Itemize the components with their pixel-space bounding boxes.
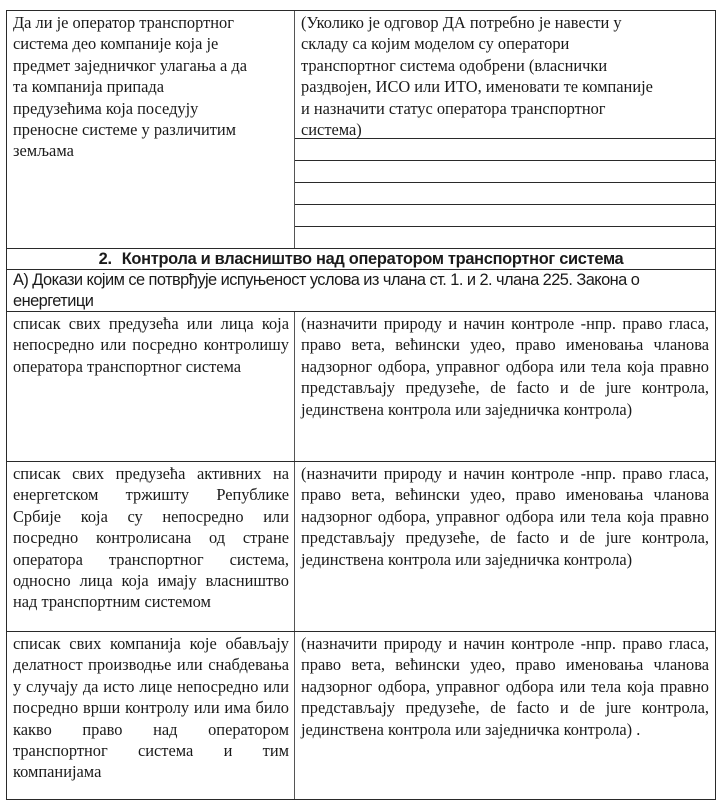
section-2-intro-row	[7, 269, 715, 311]
instruction-line: транспортног система одобрени (власнички	[301, 55, 608, 75]
control-row-1	[7, 311, 715, 461]
question-line: предузећима која поседују	[13, 98, 199, 118]
question-line: Да ли је оператор транспортног	[13, 13, 234, 32]
joint-venture-row	[7, 11, 715, 248]
question-line: система део компаније која је	[13, 34, 219, 54]
section-title: Контрола и власништво над оператором транспортног система	[121, 250, 624, 268]
control-row-note: (назначити природу и начин контроле -нпр. право гласа, право вета, већински удео, право именовања чланова надзорног одбора, управног одбора или тела која правно представљају предузеће, de facto и de jure контрола, јединствена контрола или заједничка контрола)	[301, 314, 709, 419]
section-number: 2.	[98, 250, 112, 268]
control-row-label: списак свих предузећа активних на енергетском тржишту Републике Србије која су непосредно или посредно контролисана од стране оператора транспортног система, односно лица која имају власништво над транспортним системом	[7, 462, 295, 631]
instruction-line: складу са којим моделом су оператори	[301, 34, 570, 54]
control-row-label: списак свих предузећа или лица која непосредно или посредно контролишу оператора транспортног система	[7, 312, 295, 461]
control-row-2	[7, 461, 715, 631]
question-line: земљама	[13, 141, 74, 161]
instruction-line: и назначити статус оператора транспортног	[301, 98, 606, 118]
form-table	[6, 10, 716, 800]
control-row-note-cell[interactable]	[295, 632, 715, 799]
answer-line-3[interactable]	[295, 182, 715, 204]
question-line: та компанија припада	[13, 77, 165, 97]
control-row-note: (назначити природу и начин контроле -нпр. право гласа, право вета, већински удео, право именовања чланова надзорног одбора, управног одбора или тела која правно представљају предузеће, de facto и de jure контрола, јединствена контрола или заједничка контрола)	[301, 464, 709, 569]
control-row-note: (назначити природу и начин контроле -нпр. право гласа, право вета, већински удео, право именовања чланова надзорног одбора, управног одбора или тела која правно представљају предузеће, de facto и de jure контрола, јединствена контрола или заједничка контрола) .	[301, 634, 709, 739]
joint-venture-question	[7, 11, 295, 248]
question-line: предмет заједничког улагања а да	[13, 55, 248, 75]
control-row-note-cell[interactable]	[295, 462, 715, 631]
section-intro	[7, 270, 715, 311]
control-row-note-cell[interactable]	[295, 312, 715, 461]
instruction-line: раздвојен, ИСО или ИТО, именовати те компаније	[301, 77, 653, 97]
answer-line-5[interactable]	[295, 226, 715, 247]
instruction-line: система)	[301, 120, 362, 140]
answer-line-4[interactable]	[295, 204, 715, 226]
section-2-heading-row	[7, 248, 715, 269]
intro-line: енергетици	[13, 292, 94, 310]
joint-venture-instruction	[295, 11, 715, 138]
instruction-line: (Уколико је одговор ДА потребно је навести у	[301, 13, 622, 32]
intro-line: А) Докази којим се потврђује испуњеност услова из члана ст. 1. и 2. члана 225. Закона о	[13, 271, 640, 289]
control-row-label: списак свих компанија које обављају делатност производње или снабдевања у случају да исто лице непосредно или посредно врши контролу или има било какво право над оператором транспортног система и тим компанијама	[7, 632, 295, 799]
question-line: преносне системе у различитим	[13, 120, 237, 140]
joint-venture-answer-cell	[295, 11, 715, 248]
answer-line-1[interactable]	[295, 138, 715, 160]
control-row-3	[7, 631, 715, 799]
section-heading	[7, 249, 715, 269]
answer-line-2[interactable]	[295, 160, 715, 182]
